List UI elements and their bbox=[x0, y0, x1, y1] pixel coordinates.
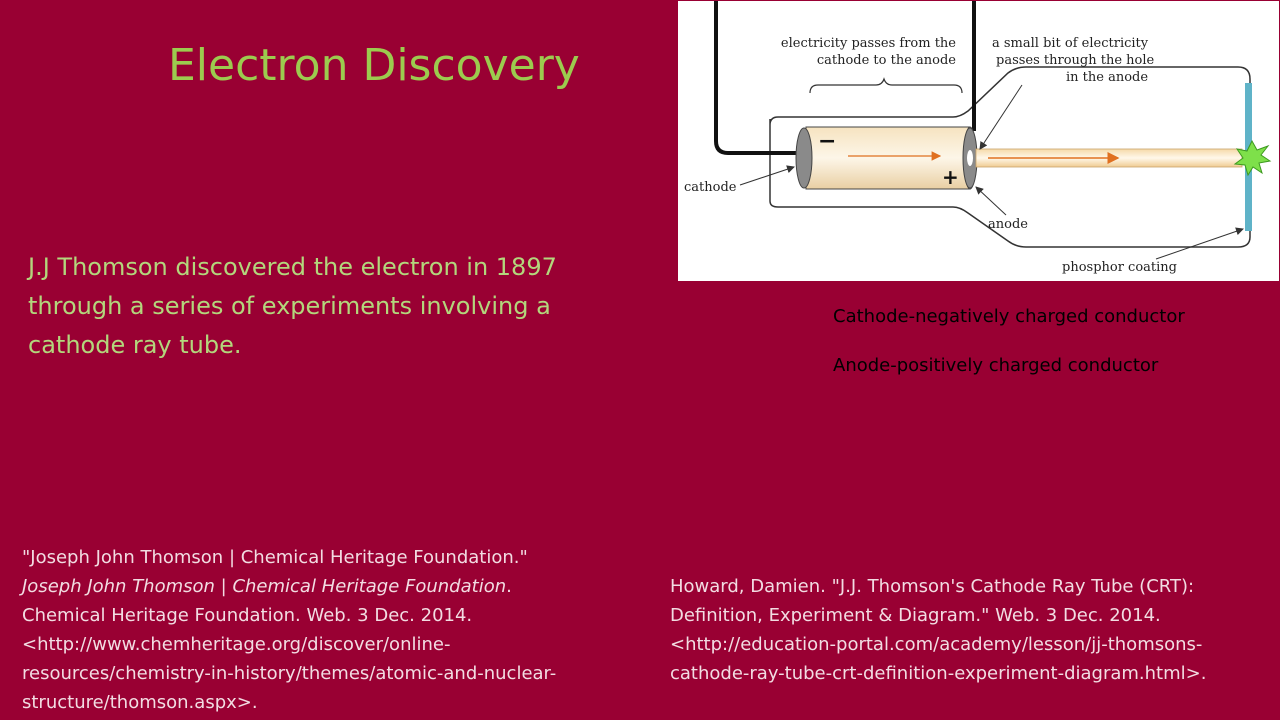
citation-left-line5: resources/chemistry-in-history/themes/atomic-and-nuclear- bbox=[22, 663, 557, 684]
label-small-bit-2: passes through the hole bbox=[996, 53, 1155, 68]
minus-sign: − bbox=[818, 129, 837, 154]
label-small-bit-3: in the anode bbox=[1066, 70, 1149, 85]
citation-left-line1: "Joseph John Thomson | Chemical Heritage Foundation." bbox=[22, 547, 528, 568]
citation-right-line3: <http://education-portal.com/academy/lesson/jj-thomsons- bbox=[670, 634, 1203, 655]
citation-left-period: . bbox=[506, 576, 512, 597]
definition-cathode: Cathode-negatively charged conductor bbox=[833, 306, 1185, 327]
citation-left-line2 bbox=[22, 572, 632, 601]
citation-left bbox=[22, 543, 632, 717]
definitions bbox=[833, 306, 1185, 377]
intro-text: J.J Thomson discovered the electron in 1897 through a series of experiments involving a cathode ray tube. bbox=[28, 253, 557, 359]
label-phosphor-coating: phosphor coating bbox=[1062, 260, 1177, 275]
label-cathode: cathode bbox=[684, 180, 737, 195]
citation-right bbox=[670, 572, 1270, 688]
cathode-disc bbox=[796, 128, 812, 188]
label-anode: anode bbox=[988, 217, 1028, 232]
citation-right-line4: cathode-ray-tube-crt-definition-experiment-diagram.html>. bbox=[670, 663, 1207, 684]
plus-sign: + bbox=[942, 165, 959, 189]
label-electricity-2: cathode to the anode bbox=[816, 53, 956, 68]
citation-right-line2: Definition, Experiment & Diagram." Web. 3 Dec. 2014. bbox=[670, 605, 1161, 626]
citation-left-line6: structure/thomson.aspx>. bbox=[22, 692, 258, 713]
citation-right-line1: Howard, Damien. "J.J. Thomson's Cathode Ray Tube (CRT): bbox=[670, 576, 1195, 597]
citation-left-italic-title: Joseph John Thomson | Chemical Heritage Foundation bbox=[22, 576, 507, 597]
slide-title: Electron Discovery bbox=[168, 40, 580, 91]
cathode-ray-tube-diagram bbox=[678, 1, 1279, 281]
citation-left-line3: Chemical Heritage Foundation. Web. 3 Dec. 2014. bbox=[22, 605, 473, 626]
label-small-bit-1: a small bit of electricity bbox=[992, 36, 1149, 51]
definition-anode: Anode-positively charged conductor bbox=[833, 355, 1159, 376]
cathode-wire bbox=[716, 1, 800, 153]
label-electricity-1: electricity passes from the bbox=[780, 36, 956, 51]
citation-left-line4: <http://www.chemheritage.org/discover/online- bbox=[22, 634, 451, 655]
